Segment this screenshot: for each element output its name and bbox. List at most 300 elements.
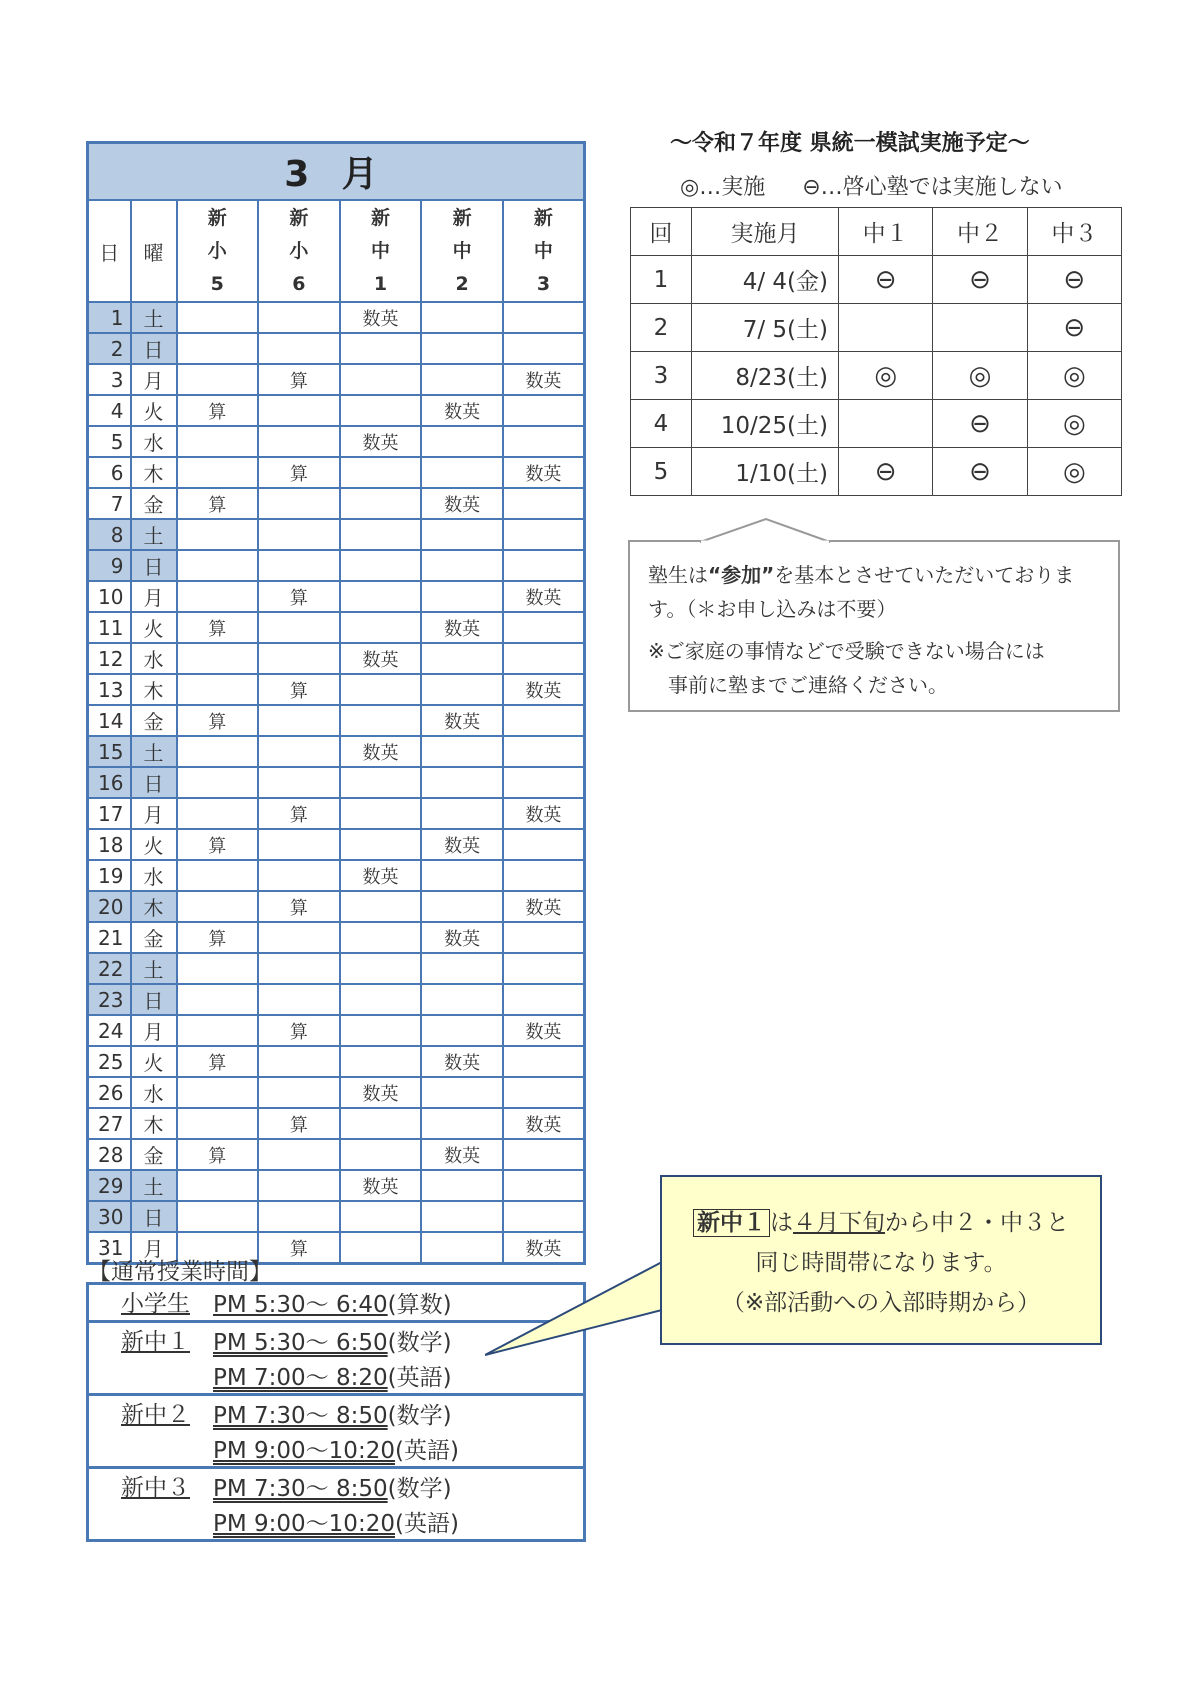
- calendar-subject-cell: [177, 1108, 259, 1139]
- calendar-day: 28: [88, 1139, 131, 1170]
- calendar-weekday: 日: [131, 550, 177, 581]
- calendar-subject-cell: [421, 550, 503, 581]
- exam-mark: ⊖: [839, 448, 933, 496]
- exam-schedule-title: ～令和７年度 県統一模試実施予定～: [670, 131, 1030, 156]
- exam-mark: ⊖: [933, 256, 1027, 304]
- calendar-subject-cell: [340, 984, 422, 1015]
- calendar-weekday: 火: [131, 829, 177, 860]
- exam-mark: ◎: [1027, 448, 1121, 496]
- exam-row: [631, 352, 1122, 400]
- calendar-day: 13: [88, 674, 131, 705]
- calendar-subject-cell: [340, 798, 422, 829]
- calendar-day: 25: [88, 1046, 131, 1077]
- calendar-day: 17: [88, 798, 131, 829]
- calendar-subject-cell: 数英: [503, 457, 585, 488]
- calendar-subject-cell: [340, 1139, 422, 1170]
- calendar-subject-cell: [340, 550, 422, 581]
- exam-legend: ◎…実施 ⊖…啓心塾では実施しない: [680, 175, 1063, 200]
- calendar-day: 20: [88, 891, 131, 922]
- grade-char: 3: [536, 272, 551, 295]
- calendar-subject-cell: [258, 302, 340, 333]
- calendar-subject-cell: [421, 891, 503, 922]
- calendar-day: 29: [88, 1170, 131, 1201]
- calendar-subject-cell: [258, 860, 340, 891]
- exam-date: 4/ 4(金): [692, 256, 839, 304]
- calendar-subject-cell: 算: [258, 1015, 340, 1046]
- calendar-subject-cell: [177, 1077, 259, 1108]
- calendar-subject-cell: [340, 674, 422, 705]
- calendar-day: 16: [88, 767, 131, 798]
- calendar-subject-cell: [421, 1170, 503, 1201]
- calendar-subject-cell: [258, 829, 340, 860]
- note-suffix: を基本とさせていただいております。（＊お申し込みは不要）: [648, 563, 1075, 621]
- grade-char: 中: [452, 239, 472, 262]
- calendar-weekday: 日: [131, 767, 177, 798]
- calendar-subject-cell: 数英: [340, 426, 422, 457]
- calendar-weekday: 月: [131, 581, 177, 612]
- calendar-weekday: 木: [131, 891, 177, 922]
- calendar-subject-cell: [340, 829, 422, 860]
- calendar-subject-cell: [177, 674, 259, 705]
- class-times-title: 【通常授業時間】: [88, 1259, 272, 1285]
- calendar-subject-cell: [258, 395, 340, 426]
- calendar-subject-cell: [258, 426, 340, 457]
- class-time-range: PM 5:30～ 6:40: [213, 1292, 388, 1318]
- calendar-day: 15: [88, 736, 131, 767]
- calendar-subject-cell: [421, 426, 503, 457]
- exam-round: 2: [631, 304, 692, 352]
- calendar-subject-cell: [258, 705, 340, 736]
- note-line-2-text: ※ご家庭の事情などで受験できない場合には: [648, 639, 1045, 663]
- calendar-subject-cell: [503, 1046, 585, 1077]
- calendar-row: [88, 1015, 585, 1046]
- calendar-day: 30: [88, 1201, 131, 1232]
- calendar-day: 8: [88, 519, 131, 550]
- exam-mark: ⊖: [933, 400, 1027, 448]
- calendar-row: [88, 922, 585, 953]
- calendar-row: [88, 674, 585, 705]
- class-time-range: PM 7:30～ 8:50: [213, 1403, 388, 1429]
- class-subject: (英語): [394, 1511, 459, 1537]
- calendar-subject-cell: [340, 922, 422, 953]
- calendar-subject-cell: [177, 860, 259, 891]
- exam-schedule-table: [630, 207, 1122, 496]
- calendar-subject-cell: [177, 767, 259, 798]
- exam-round: 3: [631, 352, 692, 400]
- callout-text-b: から中２・中３と: [885, 1210, 1069, 1236]
- calendar-header-grade: [421, 200, 503, 302]
- callout-line-2: 同じ時間帯になります。: [755, 1250, 1007, 1276]
- grade-char: 小: [207, 239, 227, 262]
- calendar-subject-cell: 数英: [340, 860, 422, 891]
- calendar-subject-cell: [421, 1232, 503, 1264]
- calendar-subject-cell: 数英: [503, 798, 585, 829]
- calendar-subject-cell: [258, 643, 340, 674]
- calendar-subject-cell: [177, 426, 259, 457]
- calendar-subject-cell: 数英: [421, 488, 503, 519]
- calendar-month-title: 3 月: [88, 143, 585, 201]
- class-group-label: 小学生: [121, 1291, 190, 1317]
- calendar-subject-cell: [421, 1015, 503, 1046]
- class-time-range: PM 9:00～10:20: [213, 1438, 395, 1464]
- class-time-row: [88, 1395, 585, 1432]
- calendar-header-grade: [177, 200, 259, 302]
- callout-line-1: [662, 1203, 1100, 1243]
- exam-header-cell: 実施月: [692, 208, 839, 256]
- calendar-header-dow: 曜: [131, 200, 177, 302]
- exam-mark: ◎: [1027, 400, 1121, 448]
- calendar-subject-cell: [258, 1139, 340, 1170]
- note-line-3-text: 事前に塾までご連絡ください。: [668, 673, 948, 697]
- calendar-subject-cell: [258, 519, 340, 550]
- calendar-subject-cell: [421, 581, 503, 612]
- calendar-subject-cell: [503, 767, 585, 798]
- calendar-subject-cell: [340, 333, 422, 364]
- calendar-subject-cell: [177, 457, 259, 488]
- calendar-subject-cell: [421, 364, 503, 395]
- calendar-subject-cell: 算: [177, 612, 259, 643]
- grade-char: 新: [370, 206, 390, 229]
- calendar-day: 26: [88, 1077, 131, 1108]
- exam-header-cell: 回: [631, 208, 692, 256]
- calendar-subject-cell: [503, 333, 585, 364]
- calendar-day: 19: [88, 860, 131, 891]
- calendar-subject-cell: 数英: [340, 1077, 422, 1108]
- calendar-subject-cell: 数英: [340, 736, 422, 767]
- calendar-weekday: 土: [131, 1170, 177, 1201]
- calendar-row: [88, 860, 585, 891]
- calendar-subject-cell: [503, 860, 585, 891]
- calendar-weekday: 水: [131, 426, 177, 457]
- calendar-day: 10: [88, 581, 131, 612]
- calendar-subject-cell: [503, 1170, 585, 1201]
- calendar-subject-cell: 算: [177, 705, 259, 736]
- calendar-subject-cell: [258, 922, 340, 953]
- calendar-weekday: 水: [131, 1077, 177, 1108]
- note-line-1: [648, 558, 1100, 626]
- calendar-subject-cell: [340, 1201, 422, 1232]
- calendar-weekday: 金: [131, 922, 177, 953]
- grade-char: 新: [289, 206, 309, 229]
- calendar-weekday: 金: [131, 488, 177, 519]
- calendar-subject-cell: 算: [258, 1108, 340, 1139]
- calendar-row: [88, 643, 585, 674]
- grade-char: 6: [292, 272, 306, 295]
- calendar-weekday: 木: [131, 457, 177, 488]
- calendar-subject-cell: [340, 581, 422, 612]
- calendar-subject-cell: [421, 767, 503, 798]
- new-jh1-callout: [660, 1175, 1102, 1345]
- grade-char: 1: [373, 272, 388, 295]
- calendar-row: [88, 984, 585, 1015]
- class-time-cell: [207, 1504, 585, 1541]
- calendar-day: 1: [88, 302, 131, 333]
- calendar-weekday: 金: [131, 705, 177, 736]
- calendar-subject-cell: [421, 736, 503, 767]
- class-group-label: 新中２: [88, 1395, 208, 1468]
- calendar-subject-cell: [421, 860, 503, 891]
- calendar-subject-cell: [177, 984, 259, 1015]
- calendar-weekday: 木: [131, 1108, 177, 1139]
- calendar-row: [88, 736, 585, 767]
- calendar-row: [88, 1077, 585, 1108]
- calendar-weekday: 月: [131, 364, 177, 395]
- exam-row: [631, 448, 1122, 496]
- exam-date: 10/25(土): [692, 400, 839, 448]
- calendar-weekday: 土: [131, 953, 177, 984]
- calendar-subject-cell: [258, 1077, 340, 1108]
- exam-round: 5: [631, 448, 692, 496]
- calendar-subject-cell: 数英: [421, 1046, 503, 1077]
- calendar-subject-cell: [340, 395, 422, 426]
- class-time-range: PM 5:30～ 6:50: [213, 1330, 388, 1356]
- calendar-day: 2: [88, 333, 131, 364]
- calendar-subject-cell: [421, 1201, 503, 1232]
- calendar-row: [88, 519, 585, 550]
- calendar-row: [88, 426, 585, 457]
- calendar-row: [88, 1108, 585, 1139]
- calendar-day: 24: [88, 1015, 131, 1046]
- exam-row: [631, 304, 1122, 352]
- calendar-day: 21: [88, 922, 131, 953]
- calendar-subject-cell: 算: [258, 674, 340, 705]
- class-subject: (算数): [387, 1292, 452, 1318]
- calendar-subject-cell: 数英: [340, 302, 422, 333]
- calendar-subject-cell: [340, 488, 422, 519]
- calendar-subject-cell: [503, 984, 585, 1015]
- calendar-subject-cell: 数英: [503, 364, 585, 395]
- calendar-subject-cell: [258, 984, 340, 1015]
- calendar-subject-cell: 算: [258, 364, 340, 395]
- callout-pointer-shape: [485, 1260, 665, 1360]
- calendar-row: [88, 581, 585, 612]
- calendar-day: 23: [88, 984, 131, 1015]
- calendar-subject-cell: [258, 1201, 340, 1232]
- callout-line-3: （※部活動への入部時期から）: [721, 1290, 1041, 1316]
- calendar-subject-cell: 数英: [503, 1108, 585, 1139]
- exam-date: 7/ 5(土): [692, 304, 839, 352]
- calendar-row: [88, 1170, 585, 1201]
- class-time-cell: [207, 1468, 585, 1505]
- calendar-subject-cell: [177, 736, 259, 767]
- calendar-subject-cell: [177, 798, 259, 829]
- calendar-subject-cell: [340, 1232, 422, 1264]
- calendar-day: 5: [88, 426, 131, 457]
- calendar-day: 12: [88, 643, 131, 674]
- calendar-header-grade: [340, 200, 422, 302]
- calendar-row: [88, 395, 585, 426]
- class-subject: (数学): [387, 1403, 452, 1429]
- calendar-subject-cell: [258, 767, 340, 798]
- monthly-calendar: [86, 141, 586, 1265]
- calendar-subject-cell: [177, 1170, 259, 1201]
- class-time-row: [88, 1468, 585, 1505]
- calendar-subject-cell: [503, 612, 585, 643]
- calendar-subject-cell: 数英: [421, 705, 503, 736]
- exam-mark: [933, 304, 1027, 352]
- class-time-cell: [207, 1431, 585, 1468]
- calendar-subject-cell: 算: [258, 798, 340, 829]
- exam-mark: ◎: [933, 352, 1027, 400]
- calendar-subject-cell: [503, 519, 585, 550]
- grade-char: 小: [289, 239, 309, 262]
- calendar-subject-cell: 算: [177, 829, 259, 860]
- calendar-subject-cell: [258, 488, 340, 519]
- calendar-row: [88, 488, 585, 519]
- exam-mark: ⊖: [1027, 304, 1121, 352]
- calendar-subject-cell: [177, 581, 259, 612]
- calendar-weekday: 水: [131, 860, 177, 891]
- calendar-subject-cell: [421, 302, 503, 333]
- calendar-row: [88, 302, 585, 333]
- calendar-weekday: 火: [131, 395, 177, 426]
- calendar-subject-cell: [503, 829, 585, 860]
- exam-mark: ◎: [839, 352, 933, 400]
- grade-char: 中: [533, 239, 553, 262]
- class-subject: (英語): [387, 1365, 452, 1391]
- calendar-row: [88, 705, 585, 736]
- calendar-subject-cell: [340, 1108, 422, 1139]
- calendar-row: [88, 829, 585, 860]
- grade-char: 新: [533, 206, 553, 229]
- class-subject: (英語): [394, 1438, 459, 1464]
- calendar-subject-cell: [340, 364, 422, 395]
- calendar-day: 7: [88, 488, 131, 519]
- calendar-subject-cell: 数英: [340, 643, 422, 674]
- exam-row: [631, 256, 1122, 304]
- exam-date: 8/23(土): [692, 352, 839, 400]
- calendar-subject-cell: 数英: [340, 1170, 422, 1201]
- calendar-day: 9: [88, 550, 131, 581]
- calendar-weekday: 日: [131, 984, 177, 1015]
- calendar-weekday: 木: [131, 674, 177, 705]
- calendar-subject-cell: [503, 643, 585, 674]
- exam-mark: [839, 304, 933, 352]
- calendar-subject-cell: 数英: [421, 612, 503, 643]
- exam-mark: [839, 400, 933, 448]
- calendar-weekday: 月: [131, 798, 177, 829]
- calendar-day: 22: [88, 953, 131, 984]
- calendar-subject-cell: [421, 333, 503, 364]
- calendar-subject-cell: [340, 612, 422, 643]
- calendar-weekday: 水: [131, 643, 177, 674]
- calendar-subject-cell: [177, 643, 259, 674]
- calendar-row: [88, 798, 585, 829]
- calendar-subject-cell: 算: [258, 1232, 340, 1264]
- calendar-row: [88, 550, 585, 581]
- calendar-header-day: 日: [88, 200, 131, 302]
- calendar-weekday: 日: [131, 333, 177, 364]
- calendar-subject-cell: [503, 426, 585, 457]
- calendar-subject-cell: 数英: [503, 1232, 585, 1264]
- exam-header-cell: 中３: [1027, 208, 1121, 256]
- calendar-subject-cell: [421, 643, 503, 674]
- class-time-cell: [207, 1395, 585, 1432]
- exam-header-cell: 中１: [839, 208, 933, 256]
- calendar-weekday: 土: [131, 302, 177, 333]
- grade-char: 中: [370, 239, 390, 262]
- calendar-subject-cell: [177, 550, 259, 581]
- calendar-subject-cell: [503, 488, 585, 519]
- calendar-subject-cell: [503, 1077, 585, 1108]
- calendar-subject-cell: [503, 1201, 585, 1232]
- calendar-subject-cell: [258, 1170, 340, 1201]
- class-time-range: PM 9:00～10:20: [213, 1511, 395, 1537]
- calendar-subject-cell: [503, 550, 585, 581]
- calendar-subject-cell: [340, 457, 422, 488]
- calendar-subject-cell: [340, 705, 422, 736]
- calendar-subject-cell: [258, 333, 340, 364]
- calendar-subject-cell: [421, 457, 503, 488]
- calendar-day: 11: [88, 612, 131, 643]
- calendar-subject-cell: 数英: [421, 922, 503, 953]
- calendar-subject-cell: 算: [258, 891, 340, 922]
- callout-underlined: ４月下旬: [793, 1210, 885, 1236]
- exam-round: 4: [631, 400, 692, 448]
- calendar-row: [88, 1046, 585, 1077]
- calendar-weekday: 月: [131, 1015, 177, 1046]
- calendar-subject-cell: 数英: [421, 829, 503, 860]
- calendar-subject-cell: [503, 302, 585, 333]
- class-subject: (数学): [387, 1330, 452, 1356]
- class-group-label: 新中１: [88, 1322, 208, 1395]
- calendar-subject-cell: [421, 1108, 503, 1139]
- calendar-subject-cell: 算: [258, 581, 340, 612]
- calendar-subject-cell: [503, 922, 585, 953]
- calendar-subject-cell: [177, 364, 259, 395]
- calendar-subject-cell: 算: [177, 1046, 259, 1077]
- calendar-subject-cell: 算: [177, 488, 259, 519]
- calendar-subject-cell: [177, 333, 259, 364]
- calendar-row: [88, 364, 585, 395]
- calendar-subject-cell: [177, 1015, 259, 1046]
- calendar-day: 14: [88, 705, 131, 736]
- calendar-subject-cell: [177, 519, 259, 550]
- calendar-subject-cell: [340, 519, 422, 550]
- exam-mark: ⊖: [933, 448, 1027, 496]
- calendar-row: [88, 1139, 585, 1170]
- calendar-row: [88, 612, 585, 643]
- note-line-2: [648, 634, 1100, 702]
- calendar-subject-cell: 数英: [503, 581, 585, 612]
- calendar-row: [88, 1201, 585, 1232]
- calendar-weekday: 土: [131, 519, 177, 550]
- calendar-subject-cell: [503, 953, 585, 984]
- calendar-subject-cell: [177, 302, 259, 333]
- calendar-subject-cell: 算: [177, 1139, 259, 1170]
- callout-text-a: は: [770, 1210, 793, 1236]
- calendar-subject-cell: [177, 1201, 259, 1232]
- calendar-subject-cell: [421, 519, 503, 550]
- calendar-subject-cell: [177, 891, 259, 922]
- calendar-weekday: 日: [131, 1201, 177, 1232]
- calendar-subject-cell: [421, 674, 503, 705]
- calendar-subject-cell: [340, 891, 422, 922]
- calendar-subject-cell: [421, 1077, 503, 1108]
- calendar-header-grade: [258, 200, 340, 302]
- calendar-weekday: 金: [131, 1139, 177, 1170]
- calendar-row: [88, 953, 585, 984]
- calendar-subject-cell: [340, 767, 422, 798]
- note-pointer-shape: [700, 517, 830, 543]
- calendar-subject-cell: 数英: [421, 395, 503, 426]
- calendar-subject-cell: [258, 736, 340, 767]
- calendar-weekday: 土: [131, 736, 177, 767]
- class-time-range: PM 7:00～ 8:20: [213, 1365, 388, 1391]
- calendar-subject-cell: [258, 953, 340, 984]
- exam-mark: ⊖: [1027, 256, 1121, 304]
- calendar-subject-cell: [340, 953, 422, 984]
